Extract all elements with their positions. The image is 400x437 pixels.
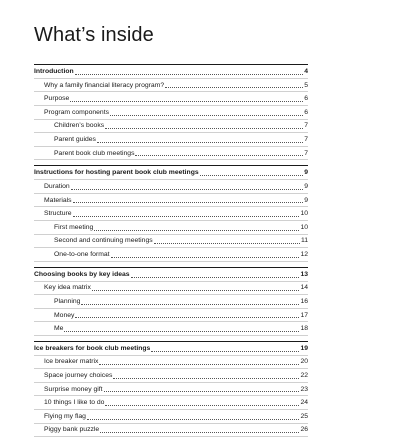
dot-leader <box>94 230 299 231</box>
toc-section-heading[interactable] <box>34 166 308 180</box>
toc-page-number: 17 <box>300 311 308 319</box>
toc-entry-label: Key idea matrix <box>44 284 91 292</box>
toc-heading-label: Instructions for hosting parent book club meetings <box>34 169 199 177</box>
toc-entry[interactable] <box>34 282 308 296</box>
toc-entry[interactable] <box>34 133 308 147</box>
toc-entry-label: One-to-one format <box>54 250 110 258</box>
toc-section <box>34 267 308 336</box>
toc-entry-label: Purpose <box>44 95 70 103</box>
toc-entry[interactable] <box>34 369 308 383</box>
toc-section <box>34 341 308 437</box>
toc-page-number: 16 <box>300 297 308 305</box>
toc-entry-label: 10 things I like to do <box>44 399 105 407</box>
toc-entry[interactable] <box>34 396 308 410</box>
toc-entry-label: Me <box>54 325 64 333</box>
toc-section-heading[interactable] <box>34 65 308 79</box>
dot-leader <box>105 405 299 406</box>
toc-entry-label: Money <box>54 311 75 319</box>
toc-entry[interactable] <box>34 120 308 134</box>
toc-entry-label: Planning <box>54 297 81 305</box>
toc-page-number: 10 <box>300 210 308 218</box>
toc-entry[interactable] <box>34 356 308 370</box>
toc-page-number: 9 <box>304 169 308 177</box>
toc-page-number: 12 <box>300 250 308 258</box>
toc-page-number: 11 <box>300 237 308 245</box>
dot-leader <box>131 277 300 278</box>
toc-entry[interactable] <box>34 79 308 93</box>
toc-page-number: 9 <box>304 196 308 204</box>
toc-page-number: 24 <box>300 399 308 407</box>
dot-leader <box>70 101 303 102</box>
dot-leader <box>100 432 299 433</box>
toc-entry-label: Structure <box>44 210 72 218</box>
page-title: What’s inside <box>34 24 154 46</box>
dot-leader <box>75 74 304 75</box>
toc-entry[interactable] <box>34 221 308 235</box>
toc-page-number: 9 <box>304 182 308 190</box>
toc-entry-label: Duration <box>44 182 70 190</box>
toc-section <box>34 165 308 261</box>
toc-entry[interactable] <box>34 309 308 323</box>
toc-entry-label: Materials <box>44 196 72 204</box>
toc-entry-label: Flying my flag <box>44 412 86 420</box>
toc-page-number: 20 <box>300 358 308 366</box>
toc-entry[interactable] <box>34 92 308 106</box>
toc-page-number: 6 <box>304 95 308 103</box>
toc-entry[interactable] <box>34 106 308 120</box>
toc-entry-label: Second and continuing meetings <box>54 237 153 245</box>
toc-entry[interactable] <box>34 322 308 336</box>
toc-page-number: 13 <box>300 270 308 278</box>
toc-page-number: 7 <box>304 149 308 157</box>
dot-leader <box>165 87 303 88</box>
dot-leader <box>87 419 300 420</box>
dot-leader <box>75 317 299 318</box>
toc-entry-label: First meeting <box>54 223 94 231</box>
toc-entry[interactable] <box>34 147 308 161</box>
toc-page-number: 4 <box>304 68 308 75</box>
toc-entry[interactable] <box>34 180 308 194</box>
toc-entry-label: Space journey choices <box>44 372 113 380</box>
table-of-contents <box>34 64 308 437</box>
toc-entry-label: Children’s books <box>54 122 105 130</box>
toc-entry-label: Piggy bank puzzle <box>44 426 100 434</box>
toc-page-number: 26 <box>300 426 308 434</box>
toc-entry[interactable] <box>34 410 308 424</box>
dot-leader <box>200 175 304 176</box>
dot-leader <box>97 142 303 143</box>
toc-entry[interactable] <box>34 207 308 221</box>
toc-entry-label: Parent guides <box>54 135 96 143</box>
toc-page-number: 14 <box>300 284 308 292</box>
toc-heading-label: Ice breakers for book club meetings <box>34 344 151 352</box>
toc-page-number: 5 <box>304 81 308 89</box>
toc-entry-label: Why a family financial literacy program? <box>44 81 165 89</box>
dot-leader <box>73 202 304 203</box>
toc-page-number: 22 <box>300 372 308 380</box>
dot-leader <box>154 243 300 244</box>
toc-page-number: 10 <box>300 223 308 231</box>
toc-entry-label: Ice breaker matrix <box>44 358 99 366</box>
toc-heading-label: Choosing books by key ideas <box>34 270 130 278</box>
toc-entry[interactable] <box>34 295 308 309</box>
toc-heading-label: Introduction <box>34 68 74 75</box>
toc-section-heading[interactable] <box>34 342 308 356</box>
dot-leader <box>92 290 300 291</box>
toc-section <box>34 64 308 160</box>
dot-leader <box>105 128 303 129</box>
toc-page-number: 6 <box>304 108 308 116</box>
toc-entry[interactable] <box>34 235 308 249</box>
toc-section-heading[interactable] <box>34 268 308 282</box>
toc-page-number: 23 <box>300 385 308 393</box>
dot-leader <box>135 155 303 156</box>
toc-page-number: 18 <box>300 325 308 333</box>
dot-leader <box>64 331 299 332</box>
toc-entry[interactable] <box>34 248 308 262</box>
toc-entry-label: Program components <box>44 108 109 116</box>
toc-page-number: 25 <box>300 412 308 420</box>
dot-leader <box>113 378 299 379</box>
toc-entry[interactable] <box>34 194 308 208</box>
toc-page-number: 19 <box>300 344 308 352</box>
toc-entry-label: Parent book club meetings <box>54 149 135 157</box>
dot-leader <box>104 391 300 392</box>
dot-leader <box>81 304 299 305</box>
toc-entry[interactable] <box>34 424 308 437</box>
dot-leader <box>110 115 303 116</box>
toc-page-number: 7 <box>304 135 308 143</box>
dot-leader <box>151 351 299 352</box>
dot-leader <box>99 364 299 365</box>
dot-leader <box>71 189 304 190</box>
toc-entry[interactable] <box>34 383 308 397</box>
dot-leader <box>111 257 300 258</box>
dot-leader <box>73 216 300 217</box>
toc-page-number: 7 <box>304 122 308 130</box>
toc-entry-label: Surprise money gift <box>44 385 103 393</box>
